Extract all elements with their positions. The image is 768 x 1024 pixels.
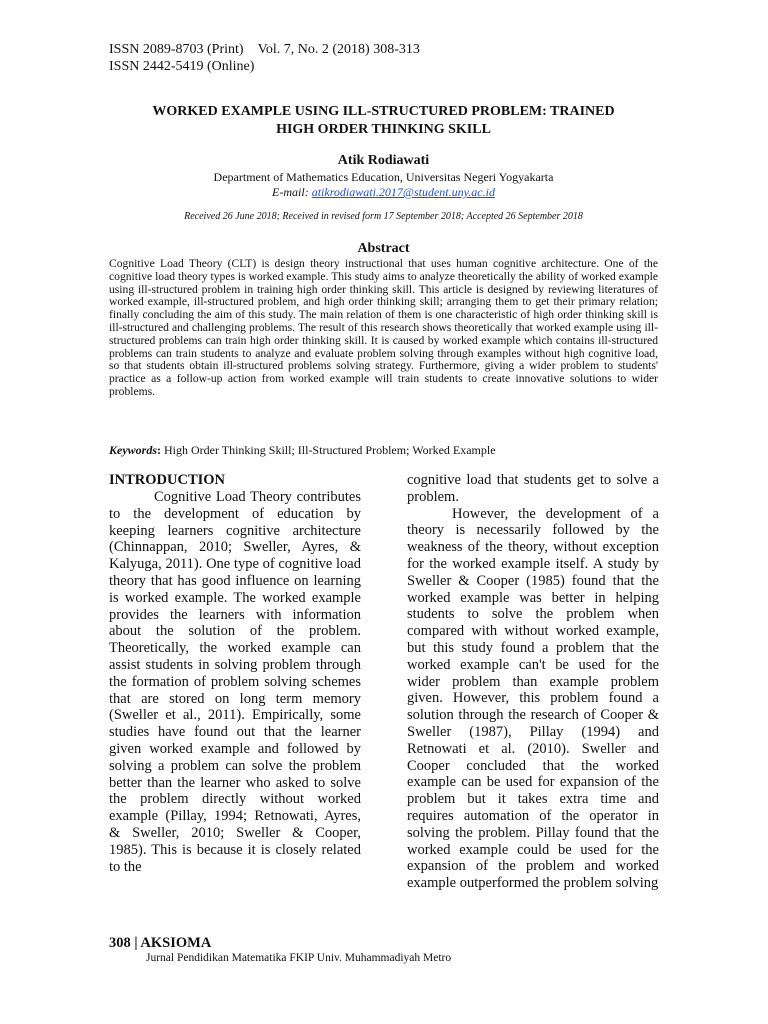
body-column-right bbox=[407, 472, 659, 892]
footer-page-number: 308 | AKSIOMA bbox=[109, 935, 212, 951]
author-name: Atik Rodiawati bbox=[337, 153, 430, 168]
article-title bbox=[109, 103, 658, 139]
body-column-left bbox=[109, 472, 361, 875]
intro-paragraph-1-continued: cognitive load that students get to solve a problem. bbox=[407, 472, 659, 505]
received-dates: Received 26 June 2018; Received in revised form 17 September 2018; Accepted 26 September 2018 bbox=[184, 211, 583, 222]
abstract-text: Cognitive Load Theory (CLT) is design theory instructional that uses human cognitive architecture. One of the cognitive load theory types is worked example. This study aims to analyze theoretically the ability of worked example using ill-structured problem in training high order thinking skill. This article is designed by reviewing literatures of worked example, ill-structured problem, and high order thinking skill; arranging them to get their primary relation; finally concluding the aim of this study. The main relation of them is one characteristic of high order thinking skill is ill-structured and challenging problems. The result of this research shows theoretically that worked example using ill-structured problems can train high order thinking skill. It is caused by worked example which contains ill-structured problems can train students to analyze and evaluate problem solving through examples without high cognitive load, so that students obtain ill-structured problems solving strategy. Furthermore, giving a wider problem to students' practice as a follow-up action from worked example will train students to create innovative solutions to wider problems. bbox=[109, 257, 658, 398]
article-title-line-1: WORKED EXAMPLE USING ILL-STRUCTURED PROBLEM: TRAINED bbox=[152, 104, 615, 119]
issn-print: ISSN 2089-8703 (Print) bbox=[109, 42, 244, 57]
abstract-heading: Abstract bbox=[357, 241, 410, 256]
introduction-heading: INTRODUCTION bbox=[109, 472, 226, 488]
intro-paragraph-2: However, the development of a theory is necessarily followed by the weakness of the theory, without exception for the worked example itself. A study by Sweller & Cooper (1985) found that the worked example was better in helping students to solve the problem when compared with without worked example, but this study found a problem that the worked example can't be used for the wider problem than example problem given. However, this problem found a solution through the research of Cooper & Sweller (1987), Pillay (1994) and Retnowati et al. (2010). Sweller and Cooper concluded that the worked example can be used for expansion of the problem but it takes extra time and requires automation of the operator in solving the problem. Pillay found that the worked example could be used for the expansion of the problem and worked example outperformed the problem solving bbox=[407, 505, 659, 892]
keywords-line: Keywords: High Order Thinking Skill; Ill-Structured Problem; Worked Example bbox=[109, 443, 496, 457]
footer-journal-name: Jurnal Pendidikan Matematika FKIP Univ. Muhammadiyah Metro bbox=[146, 952, 452, 964]
volume-info: Vol. 7, No. 2 (2018) 308-313 bbox=[257, 42, 420, 57]
email-label: E-mail bbox=[272, 185, 305, 199]
email-line: E-mail: atikrodiawati.2017@student.uny.ac.id bbox=[272, 185, 495, 199]
email-link[interactable]: atikrodiawati.2017@student.uny.ac.id bbox=[311, 185, 495, 199]
keywords-label: Keywords bbox=[109, 443, 157, 457]
author-affiliation: Department of Mathematics Education, Universitas Negeri Yogyakarta bbox=[213, 170, 554, 184]
issn-header bbox=[109, 41, 420, 75]
keywords-text: High Order Thinking Skill; Ill-Structured Problem; Worked Example bbox=[164, 443, 496, 457]
article-title-line-2: HIGH ORDER THINKING SKILL bbox=[276, 122, 491, 137]
intro-paragraph-1: Cognitive Load Theory contributes to the development of education by keeping learners cognitive architecture (Chinnappan, 2010; Sweller, Ayres, & Kalyuga, 2011). One type of cognitive load theory that has good influence on learning is worked example. The worked example provides the learners with information about the solution of the problem. Theoretically, the worked example can assist students in solving problem through the formation of problem solving schemes that are stored on long term memory (Sweller et al., 2011). Empirically, some studies have found out that the learner given worked example and followed by solving a problem can solve the problem better than the learner who asked to solve the problem directly without worked example (Pillay, 1994; Retnowati, Ayres, & Sweller, 2010; Sweller & Cooper, 1985). This is because it is closely related to the bbox=[109, 489, 361, 875]
author-affiliation-block bbox=[109, 170, 658, 200]
issn-online: ISSN 2442-5419 (Online) bbox=[109, 59, 255, 74]
